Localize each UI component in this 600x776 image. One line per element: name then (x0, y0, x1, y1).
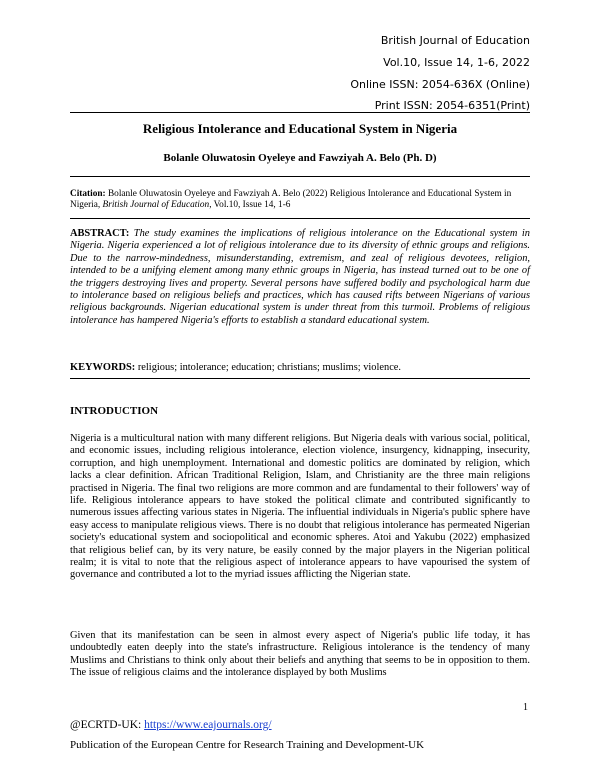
citation (70, 189, 530, 211)
keywords (70, 362, 530, 373)
footer-prefix: @ECRTD-UK: (70, 719, 145, 731)
journal-print-issn: Print ISSN: 2054-6351(Print) (374, 99, 530, 112)
citation-text-after: , Vol.10, Issue 14, 1-6 (209, 200, 291, 210)
authors-divider (70, 176, 530, 177)
footer-publisher: Publication of the European Centre for Research Training and Development-UK (70, 739, 425, 751)
citation-divider (70, 218, 530, 219)
introduction-heading: INTRODUCTION (70, 405, 159, 417)
paper-authors: Bolanle Oluwatosin Oyeleye and Fawziyah A. Belo (Ph. D) (163, 152, 437, 164)
keywords-divider (70, 378, 530, 379)
citation-text-before: Bolanle Oluwatosin Oyeleye and Fawziyah A. Belo (2022) Religious Intolerance and Educational System in Nigeria, (70, 189, 512, 210)
abstract (70, 228, 530, 327)
journal-online-issn: Online ISSN: 2054-636X (Online) (350, 78, 530, 91)
citation-label: Citation: (70, 189, 106, 199)
citation-journal: British Journal of Education (102, 200, 210, 210)
abstract-text: The study examines the implications of religious intolerance on the Educational system in Nigeria. Nigeria experienced a lot of religious intolerance due to its diversity of ethnic groups and religions. Due to the narrow-mindedness, misunderstanding, extremism, and zeal of religious devotees, religion, intended to be a unifying element among many ethnic groups in Nigeria, has instead turned out to be one of the triggers destroying lives and property. Several persons have suffered bodily and psychological harm due to intolerance based on religious beliefs and practices, which has caused rifts between Nigerians of various religious backgrounds. Nigerian educational system is under threat from this turmoil. Problems of religious intolerance has hampered Nigeria's efforts to establish a standard educational system. (70, 228, 530, 326)
abstract-label: ABSTRACT: (70, 228, 130, 239)
paper-title: Religious Intolerance and Educational System in Nigeria (142, 121, 458, 136)
footer-url-link[interactable]: https://www.eajournals.org/ (144, 719, 272, 731)
keywords-text: religious; intolerance; education; christians; muslims; violence. (135, 362, 402, 373)
footer-line (70, 719, 272, 731)
journal-volume: Vol.10, Issue 14, 1-6, 2022 (383, 56, 530, 69)
introduction-paragraph-2: Given that its manifestation can be seen in almost every aspect of Nigeria's public life today, it has undoubtedly eaten deeply into the state's infrastructure. Religious intolerance is the tendency of many Muslims and Christians to think only about their beliefs and anything that seems to be in opposition to them. The issue of religious claims and the intolerance displayed by both Muslims (70, 630, 530, 679)
keywords-label: KEYWORDS: (70, 362, 136, 373)
journal-name: British Journal of Education (380, 34, 530, 47)
introduction-paragraph-1: Nigeria is a multicultural nation with many different religions. But Nigeria deals with various social, political, and economic issues, including religious intolerance, election violence, insurgency, kidnapping, insecurity, corruption, and high unemployment. International and domestic politics are dominated by religion, which lacks a clear definition. African Traditional Religion, Islam, and Christianity are the three main religions practised in Nigeria. The final two religions are more common and are fundamental to their followers' way of life. Religious intolerance appears to have stoked the political climate and contributed significantly to numerous issues affecting various states in Nigeria. The influential individuals in Nigeria's public sphere have easy access to manipulate religious views. There is no doubt that religious intolerance has permeated Nigerian society's educational system and sociopolitical and economic spheres. Atoi and Yakubu (2022) emphasized that religious belief can, by its very nature, be easily conned by the major players in the Nigerian political realm; it is vital to note that the religious aspect of intolerance appears to have vapourised the system of governance and contributed a lot to the myriad issues afflicting the Nigerian state. (70, 433, 530, 581)
header-divider (70, 112, 530, 113)
page-number: 1 (523, 702, 528, 713)
